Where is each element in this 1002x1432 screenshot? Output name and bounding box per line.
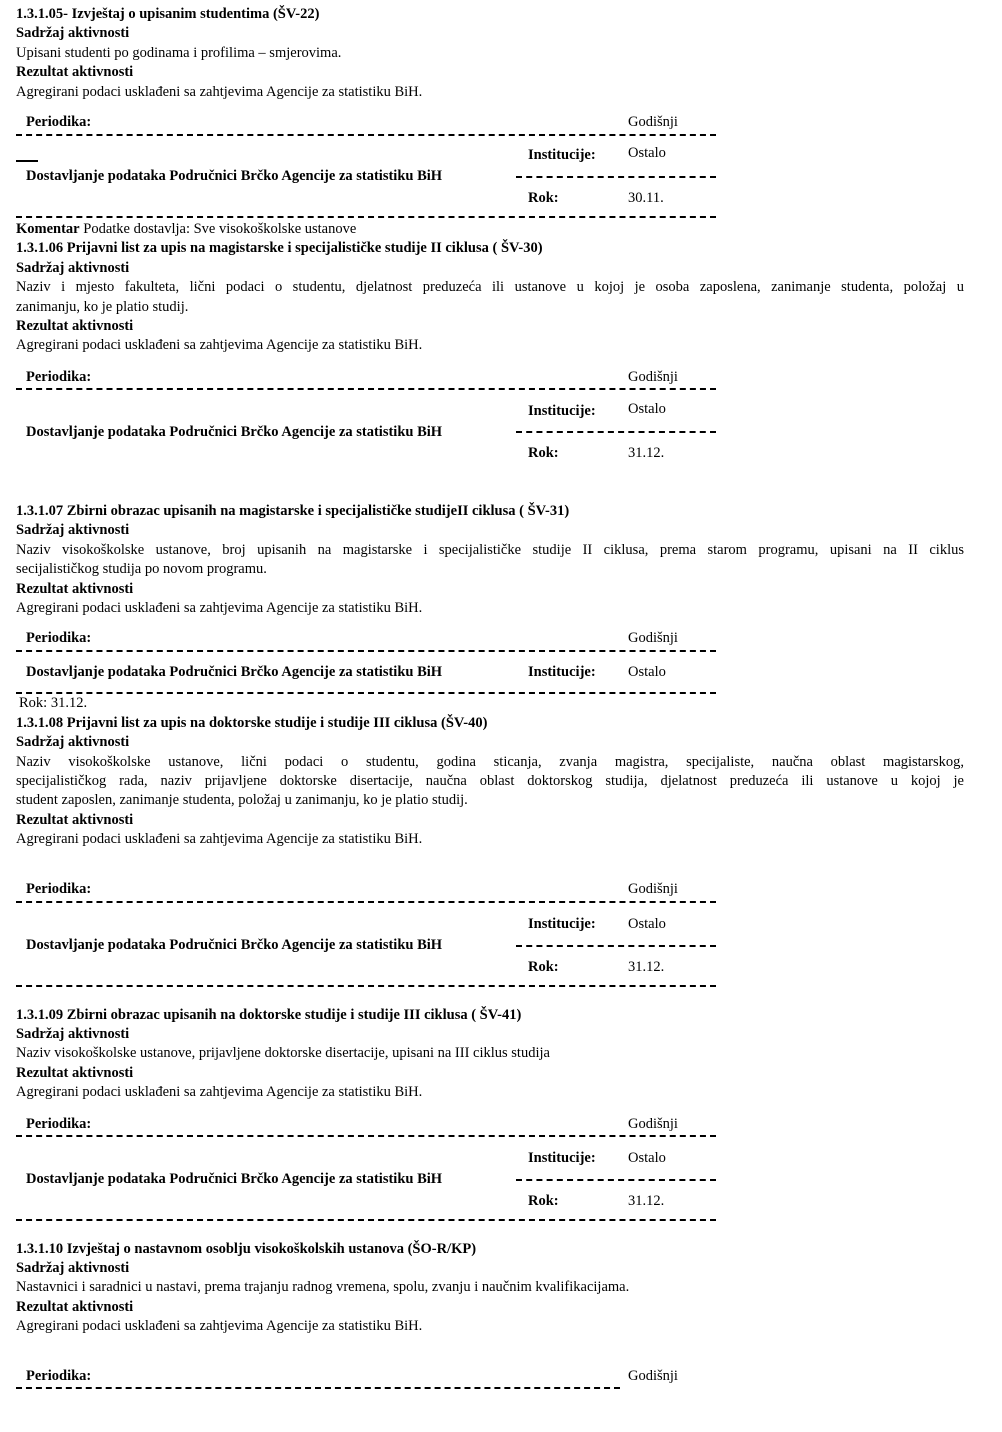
periodika-row	[16, 356, 716, 388]
section-title: 1.3.1.09 Zbirni obrazac upisanih na doktorske studije i studije III ciklusa ( ŠV-41)	[16, 1006, 522, 1023]
document-page	[16, 5, 964, 1389]
periodika-row	[16, 850, 716, 901]
dostavljanje-text: Dostavljanje podataka Područnici Brčko Agencije za statistiku BiH	[26, 1170, 443, 1187]
sadrzaj-text: student zaposlen, zanimanje studenta, položaj u zanimanju, ko je platio studij.	[16, 792, 468, 809]
separator	[16, 1219, 716, 1221]
section-1-3-1-06	[16, 239, 964, 501]
sadrzaj-label: Sadržaj aktivnosti	[16, 522, 130, 539]
periodika-value: Godišnji	[628, 1367, 678, 1384]
rok-label: Rok:	[528, 958, 559, 975]
rezultat-label: Rezultat aktivnosti	[16, 318, 134, 335]
dostavljanje-text: Dostavljanje podataka Područnici Brčko Agencije za statistiku BiH	[26, 423, 443, 440]
periodika-label: Periodika:	[26, 1367, 92, 1384]
institucije-value: Ostalo	[628, 664, 666, 681]
rok-label: Rok:	[528, 444, 559, 461]
rok-value: 31.12.	[628, 444, 665, 461]
periodika-label: Periodika:	[26, 114, 92, 131]
separator	[16, 1387, 620, 1389]
separator	[516, 431, 716, 433]
institucije-value: Ostalo	[628, 400, 666, 417]
section-1-3-1-09	[16, 1006, 964, 1221]
institucije-label: Institucije:	[528, 147, 596, 164]
sadrzaj-text: Nastavnici i saradnici u nastavi, prema trajanju radnog vremena, spolu, zvanju i naučnim kvalifikacijama.	[16, 1279, 630, 1296]
section-1-3-1-07	[16, 502, 964, 714]
dostavljanje-block	[16, 1137, 716, 1219]
separator	[516, 1179, 716, 1181]
sadrzaj-label: Sadržaj aktivnosti	[16, 1260, 130, 1276]
sadrzaj-text: secijalističkog studija po novom programu.	[16, 561, 267, 578]
short-rule	[16, 160, 38, 162]
rezultat-label: Rezultat aktivnosti	[16, 1064, 134, 1081]
periodika-row	[16, 102, 716, 134]
periodika-label: Periodika:	[26, 630, 92, 647]
rezultat-label: Rezultat aktivnosti	[16, 1298, 134, 1315]
periodika-row	[16, 1337, 716, 1387]
sadrzaj-text: specijalističkog rada, naziv prijavljene doktorske disertacije, naučna oblast doktorskog studija, djelatnost preduzeća ili ustanove u kojoj je	[16, 772, 964, 789]
sadrzaj-text: Naziv visokoškolske ustanove, prijavljene doktorske disertacije, upisani na III ciklus studija	[16, 1045, 550, 1062]
komentar	[16, 220, 964, 239]
institucije-value: Ostalo	[628, 145, 666, 162]
sadrzaj-text: zanimanju, ko je platio studij.	[16, 298, 189, 315]
section-title: 1.3.1.06 Prijavni list za upis na magistarske i specijalističke studije II ciklusa ( ŠV-30)	[16, 240, 543, 257]
periodika-row	[16, 618, 716, 650]
section-title: 1.3.1.10 Izvještaj o nastavnom osoblju visokoškolskih ustanova (ŠO-R/KP)	[16, 1240, 477, 1257]
sadrzaj-label: Sadržaj aktivnosti	[16, 1025, 130, 1042]
rok-label: Rok:	[528, 190, 559, 207]
dostavljanje-block	[16, 136, 716, 216]
dostavljanje-text: Dostavljanje podataka Područnici Brčko Agencije za statistiku BiH	[26, 168, 443, 185]
komentar-text: Podatke dostavlja: Sve visokoškolske ustanove	[83, 221, 357, 238]
rezultat-text: Agregirani podaci usklađeni sa zahtjevima Agencije za statistiku BiH.	[16, 1084, 423, 1101]
rezultat-text: Agregirani podaci usklađeni sa zahtjevima Agencije za statistiku BiH.	[16, 83, 423, 100]
section-1-3-1-10	[16, 1240, 964, 1389]
section-title: 1.3.1.08 Prijavni list za upis na doktorske studije i studije III ciklusa (ŠV-40)	[16, 714, 488, 731]
periodika-value: Godišnji	[628, 880, 678, 897]
dostavljanje-text: Dostavljanje podataka Područnici Brčko Agencije za statistiku BiH	[26, 664, 443, 681]
rezultat-label: Rezultat aktivnosti	[16, 580, 134, 597]
dostavljanje-text: Dostavljanje podataka Područnici Brčko Agencije za statistiku BiH	[26, 936, 443, 953]
separator	[16, 985, 716, 987]
rezultat-text: Agregirani podaci usklađeni sa zahtjevima Agencije za statistiku BiH.	[16, 337, 423, 354]
sadrzaj-text: Naziv visokoškolske ustanove, broj upisanih na magistarske i specijalističke studije II ciklusa, prema starom programu, upisani na II ciklus	[16, 541, 964, 558]
sadrzaj-label: Sadržaj aktivnosti	[16, 259, 130, 276]
periodika-value: Godišnji	[628, 630, 678, 647]
section-1-3-1-05	[16, 5, 964, 239]
institucije-value: Ostalo	[628, 915, 666, 932]
separator	[16, 216, 716, 218]
periodika-label: Periodika:	[26, 368, 92, 385]
section-title: 1.3.1.07 Zbirni obrazac upisanih na magistarske i specijalističke studijeII ciklusa ( ŠV-31)	[16, 502, 570, 519]
periodika-value: Godišnji	[628, 1115, 678, 1132]
institucije-value: Ostalo	[628, 1149, 666, 1166]
institucije-label: Institucije:	[528, 402, 596, 419]
periodika-value: Godišnji	[628, 368, 678, 385]
rezultat-label: Rezultat aktivnosti	[16, 64, 134, 81]
sadrzaj-text: Naziv i mjesto fakulteta, lični podaci o studentu, djelatnost preduzeća ili ustanove u kojoj je osoba zaposlena, zanimanje studenta, položaj u	[16, 279, 964, 296]
rok-value: 30.11.	[628, 190, 664, 207]
rezultat-text: Agregirani podaci usklađeni sa zahtjevima Agencije za statistiku BiH.	[16, 831, 423, 848]
sadrzaj-text: Naziv visokoškolske ustanove, lični podaci o studentu, godina sticanja, zvanja magistra, specijaliste, naučna oblast magistarskog,	[16, 753, 964, 770]
rok-value: 31.12.	[628, 958, 665, 975]
dostavljanje-block	[16, 903, 716, 985]
komentar-label: Komentar	[16, 221, 80, 238]
rezultat-text: Agregirani podaci usklađeni sa zahtjevima Agencije za statistiku BiH.	[16, 1318, 423, 1335]
dostavljanje-block	[16, 390, 716, 502]
section-title: 1.3.1.05- Izvještaj o upisanim studentima (ŠV-22)	[16, 6, 320, 22]
sadrzaj-label: Sadržaj aktivnosti	[16, 734, 130, 751]
periodika-label: Periodika:	[26, 1115, 92, 1132]
periodika-label: Periodika:	[26, 880, 92, 897]
sadrzaj-text: Upisani studenti po godinama i profilima – smjerovima.	[16, 44, 342, 61]
periodika-value: Godišnji	[628, 114, 678, 131]
sadrzaj-label: Sadržaj aktivnosti	[16, 25, 130, 42]
institucije-label: Institucije:	[528, 664, 596, 681]
rok-value: 31.12.	[628, 1192, 665, 1209]
institucije-label: Institucije:	[528, 1149, 596, 1166]
periodika-row	[16, 1103, 716, 1135]
rezultat-label: Rezultat aktivnosti	[16, 811, 134, 828]
rok-label: Rok:	[528, 1192, 559, 1209]
rezultat-text: Agregirani podaci usklađeni sa zahtjevima Agencije za statistiku BiH.	[16, 599, 423, 616]
separator	[516, 945, 716, 947]
section-1-3-1-08	[16, 714, 964, 987]
rok-line: Rok: 31.12.	[19, 695, 88, 712]
dostavljanje-block	[16, 652, 716, 692]
separator	[516, 176, 716, 178]
institucije-label: Institucije:	[528, 915, 596, 932]
